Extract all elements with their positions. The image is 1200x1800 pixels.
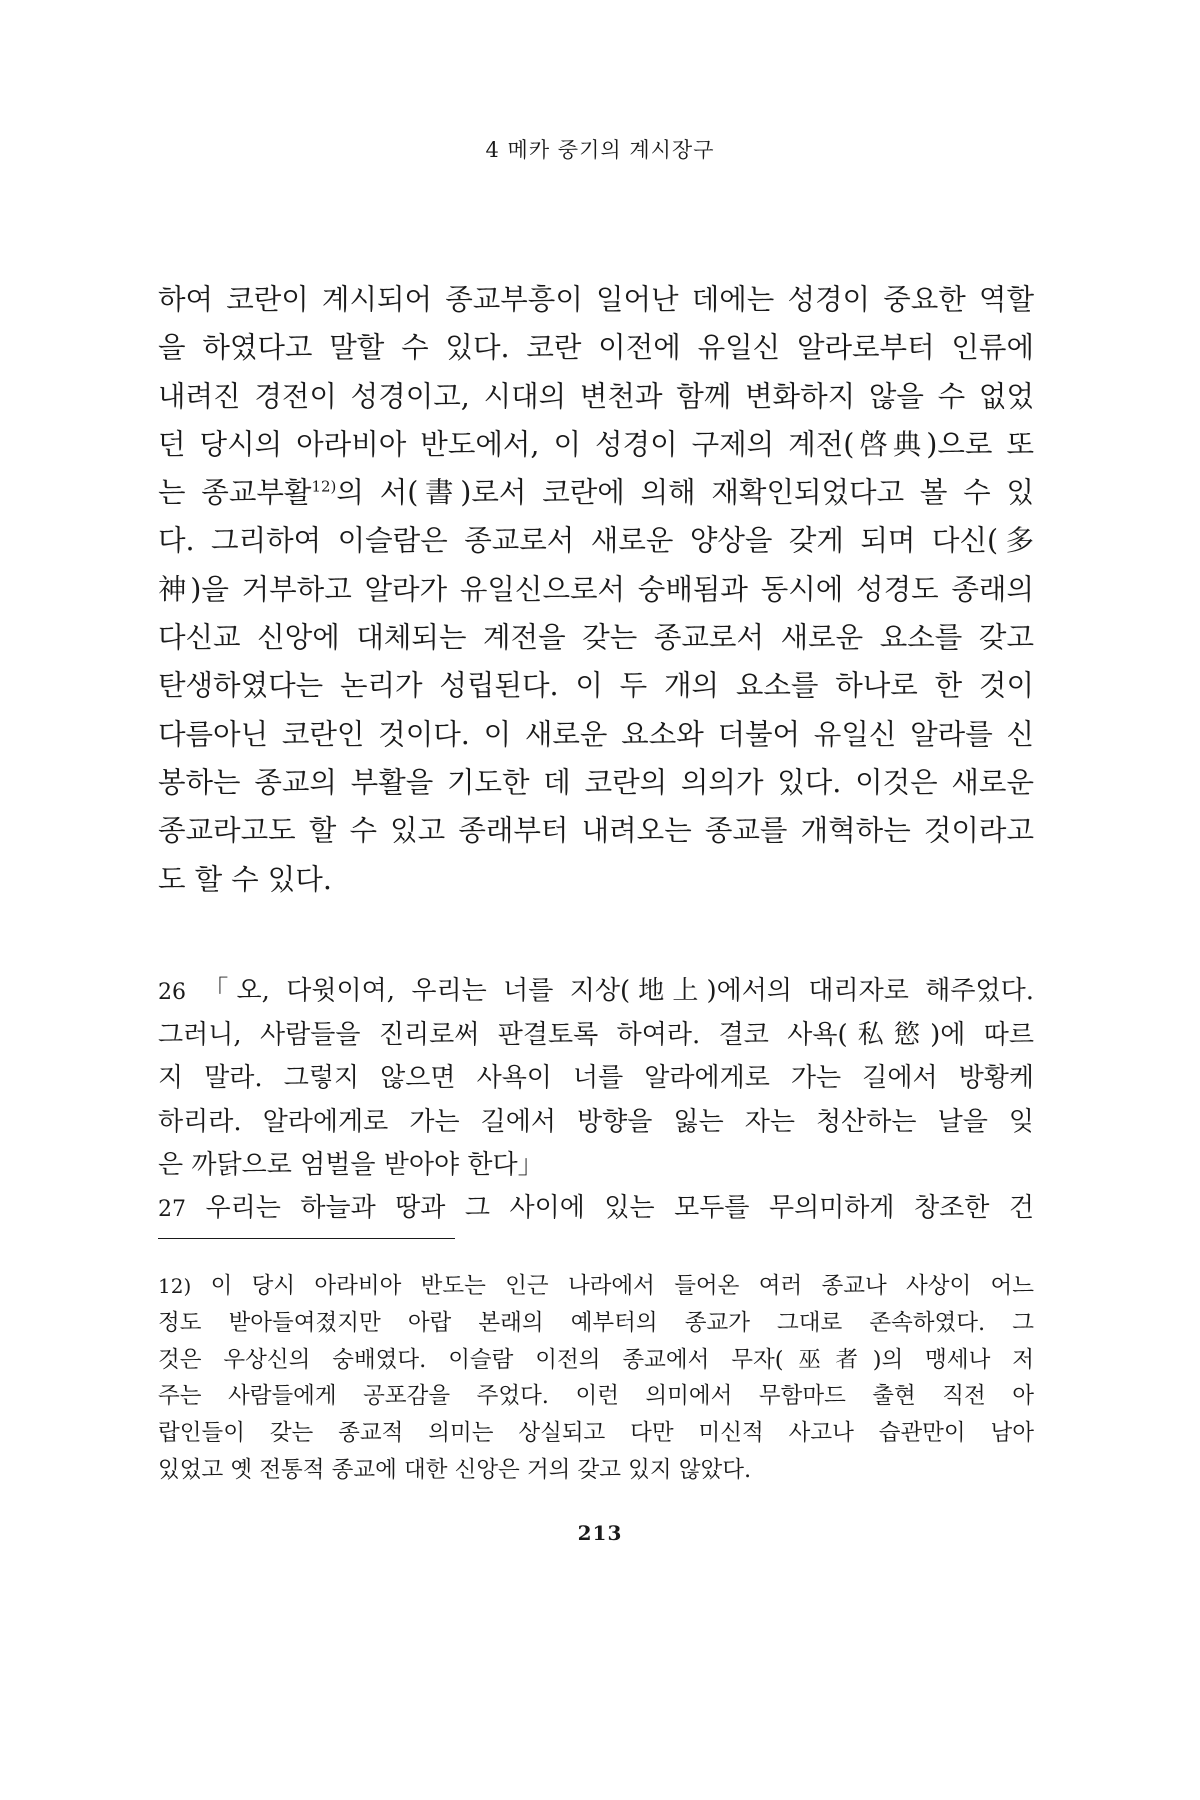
body-line: 내려진 경전이 성경이고, 시대의 변천과 함께 변화하지 않을 수 없었 [158,379,1034,413]
body-line: 을 하였다고 말할 수 있다. 코란 이전에 유일신 알라로부터 인류에 [158,331,1034,365]
verse-line: 하리라. 알라에게로 가는 길에서 방향을 잃는 자는 청산하는 날을 잊 [158,1106,1034,1137]
body-line: 탄생하였다는 논리가 성립된다. 이 두 개의 요소를 하나로 한 것이 [158,669,1034,703]
body-line: 다신교 신앙에 대체되는 계전을 갖는 종교로서 새로운 요소를 갖고 [158,621,1034,655]
verse [158,970,1034,1187]
footnote-number: 12) [158,1274,192,1298]
footnote-line-text: 이 당시 아라비아 반도는 인근 나라에서 들어온 여러 종교나 사상이 어느 [210,1273,1034,1299]
main-body-text [158,276,1034,904]
footnote-line: 것은 우상신의 숭배였다. 이슬람 이전의 종교에서 무자(巫者)의 맹세나 저 [158,1346,1034,1373]
verse-number: 27 [158,1197,186,1223]
running-header: 4 메카 중기의 계시장구 [485,138,715,162]
body-line-segment: 는 종교부활 [158,476,312,510]
body-line: 다. 그리하여 이슬람은 종교로서 새로운 양상을 갖게 되며 다신(多 [158,524,1034,558]
body-line: 하여 코란이 계시되어 종교부흥이 일어난 데에는 성경이 중요한 역할 [158,283,1034,316]
body-line: 종교라고도 할 수 있고 종래부터 내려오는 종교를 개혁하는 것이라고 [158,814,1034,848]
body-line-segment: 의 서(書)로서 코란에 의해 재확인되었다고 볼 수 있 [336,476,1035,510]
footnote [158,1268,1034,1489]
footnote-line: 정도 받아들여졌지만 아랍 본래의 예부터의 종교가 그대로 존속하였다. 그 [158,1309,1034,1336]
body-line: 도 할 수 있다. [158,862,332,896]
footnote-line: 랍인들이 갖는 종교적 의미는 상실되고 다만 미신적 사고나 습관만이 남아 [158,1420,1034,1447]
footnote-reference: 12) [311,477,337,496]
footnote-divider [158,1238,455,1239]
verse-line: 그러니, 사람들을 진리로써 판결토록 하여라. 결코 사욕(私慾)에 따르 [158,1020,1034,1051]
body-line: 봉하는 종교의 부활을 기도한 데 코란의 의의가 있다. 이것은 새로운 [158,765,1034,799]
footnote-line: 있었고 옛 전통적 종교에 대한 신앙은 거의 갖고 있지 않았다. [158,1456,752,1483]
body-line: 다름아닌 코란인 것이다. 이 새로운 요소와 더불어 유일신 알라를 신 [158,717,1034,751]
body-line [158,469,1034,517]
footnote-line [158,1268,1034,1305]
verse-line: 지 말라. 그렇지 않으면 사욕이 너를 알라에게로 가는 길에서 방황케 [158,1063,1034,1094]
body-line: 던 당시의 아라비아 반도에서, 이 성경이 구제의 계전(啓典)으로 또 [158,427,1034,461]
verse-number: 26 [158,980,186,1005]
verse-line [158,1187,1034,1231]
verse [158,1187,1034,1231]
verse-line-text: 우리는 하늘과 땅과 그 사이에 있는 모두를 무의미하게 창조한 건 [205,1193,1034,1224]
footnote-line: 주는 사람들에게 공포감을 주었다. 이런 의미에서 무함마드 출현 직전 아 [158,1383,1034,1410]
page-number: 213 [577,1521,623,1545]
body-line: 神)을 거부하고 알라가 유일신으로서 숭배됨과 동시에 성경도 종래의 [158,572,1034,606]
verse-line [158,970,1034,1014]
verses-block [158,970,1034,1231]
verse-line-text: 「오, 다윗이여, 우리는 너를 지상(地上)에서의 대리자로 해주었다. [202,976,1035,1006]
verse-line: 은 까닭으로 엄벌을 받아야 한다」 [158,1149,544,1180]
